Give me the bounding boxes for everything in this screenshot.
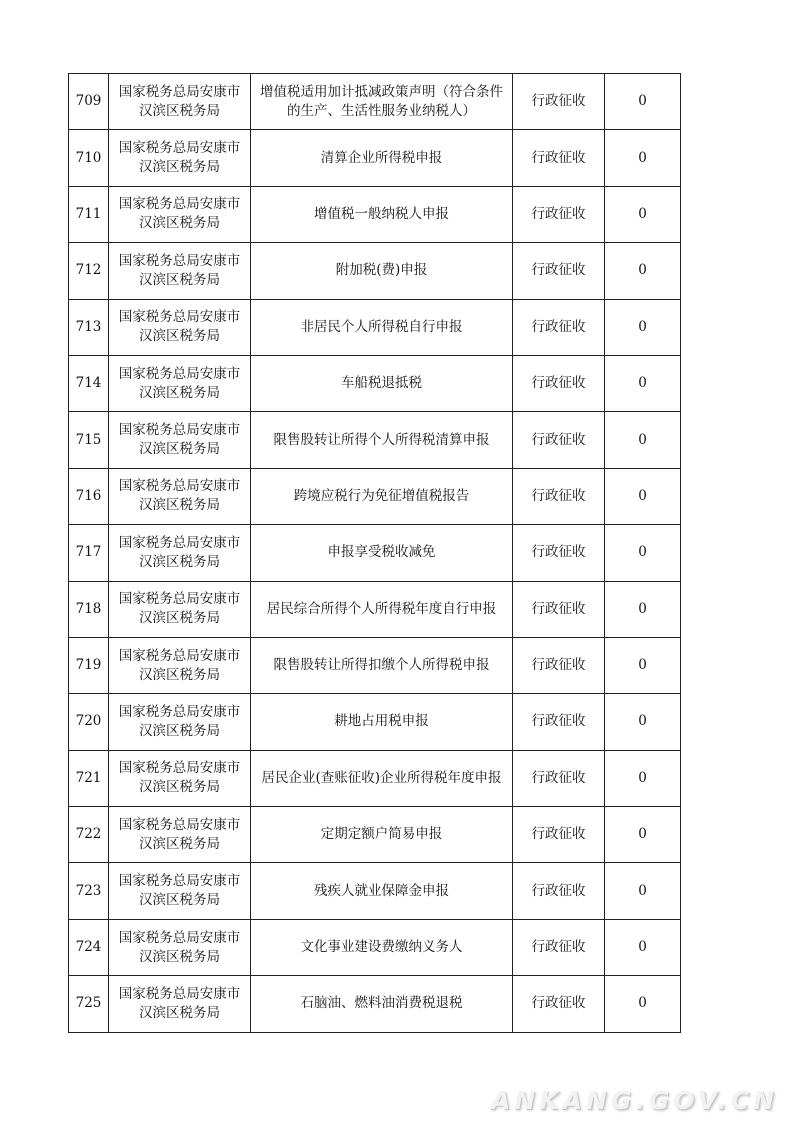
item-name-cell: 申报享受税收减免	[251, 525, 513, 581]
table-row	[69, 581, 681, 637]
row-number-cell: 722	[69, 807, 109, 863]
organization-cell: 国家税务总局安康市汉滨区税务局	[109, 299, 251, 355]
count-cell: 0	[605, 694, 681, 750]
organization-cell: 国家税务总局安康市汉滨区税务局	[109, 468, 251, 524]
table-row	[69, 412, 681, 468]
item-type-cell: 行政征收	[513, 130, 605, 186]
table-row	[69, 863, 681, 919]
item-type-cell: 行政征收	[513, 694, 605, 750]
table-row	[69, 750, 681, 806]
count-cell: 0	[605, 186, 681, 242]
count-cell: 0	[605, 919, 681, 975]
count-cell: 0	[605, 637, 681, 693]
item-name-cell: 限售股转让所得个人所得税清算申报	[251, 412, 513, 468]
item-name-cell: 非居民个人所得税自行申报	[251, 299, 513, 355]
row-number-cell: 709	[69, 74, 109, 130]
item-name-cell: 跨境应税行为免征增值税报告	[251, 468, 513, 524]
count-cell: 0	[605, 412, 681, 468]
item-type-cell: 行政征收	[513, 581, 605, 637]
organization-cell: 国家税务总局安康市汉滨区税务局	[109, 637, 251, 693]
item-name-cell: 增值税一般纳税人申报	[251, 186, 513, 242]
organization-cell: 国家税务总局安康市汉滨区税务局	[109, 525, 251, 581]
organization-cell: 国家税务总局安康市汉滨区税务局	[109, 130, 251, 186]
table-row	[69, 525, 681, 581]
table-row	[69, 299, 681, 355]
count-cell: 0	[605, 863, 681, 919]
table-row	[69, 74, 681, 130]
row-number-cell: 710	[69, 130, 109, 186]
item-type-cell: 行政征收	[513, 412, 605, 468]
item-type-cell: 行政征收	[513, 468, 605, 524]
items-table-body	[69, 74, 681, 1033]
item-type-cell: 行政征收	[513, 637, 605, 693]
organization-cell: 国家税务总局安康市汉滨区税务局	[109, 355, 251, 411]
count-cell: 0	[605, 130, 681, 186]
row-number-cell: 715	[69, 412, 109, 468]
row-number-cell: 711	[69, 186, 109, 242]
row-number-cell: 718	[69, 581, 109, 637]
table-row	[69, 355, 681, 411]
organization-cell: 国家税务总局安康市汉滨区税务局	[109, 863, 251, 919]
count-cell: 0	[605, 299, 681, 355]
organization-cell: 国家税务总局安康市汉滨区税务局	[109, 750, 251, 806]
item-type-cell: 行政征收	[513, 919, 605, 975]
row-number-cell: 719	[69, 637, 109, 693]
row-number-cell: 713	[69, 299, 109, 355]
organization-cell: 国家税务总局安康市汉滨区税务局	[109, 581, 251, 637]
count-cell: 0	[605, 74, 681, 130]
row-number-cell: 720	[69, 694, 109, 750]
row-number-cell: 717	[69, 525, 109, 581]
table-row	[69, 468, 681, 524]
item-name-cell: 居民企业(查账征收)企业所得税年度申报	[251, 750, 513, 806]
item-name-cell: 文化事业建设费缴纳义务人	[251, 919, 513, 975]
row-number-cell: 714	[69, 355, 109, 411]
organization-cell: 国家税务总局安康市汉滨区税务局	[109, 74, 251, 130]
row-number-cell: 724	[69, 919, 109, 975]
count-cell: 0	[605, 750, 681, 806]
item-type-cell: 行政征收	[513, 74, 605, 130]
item-type-cell: 行政征收	[513, 299, 605, 355]
row-number-cell: 716	[69, 468, 109, 524]
item-name-cell: 清算企业所得税申报	[251, 130, 513, 186]
row-number-cell: 712	[69, 243, 109, 299]
organization-cell: 国家税务总局安康市汉滨区税务局	[109, 694, 251, 750]
row-number-cell: 725	[69, 976, 109, 1032]
row-number-cell: 723	[69, 863, 109, 919]
item-type-cell: 行政征收	[513, 355, 605, 411]
organization-cell: 国家税务总局安康市汉滨区税务局	[109, 186, 251, 242]
item-type-cell: 行政征收	[513, 750, 605, 806]
item-name-cell: 限售股转让所得扣缴个人所得税申报	[251, 637, 513, 693]
item-name-cell: 车船税退抵税	[251, 355, 513, 411]
item-name-cell: 残疾人就业保障金申报	[251, 863, 513, 919]
organization-cell: 国家税务总局安康市汉滨区税务局	[109, 412, 251, 468]
item-type-cell: 行政征收	[513, 186, 605, 242]
row-number-cell: 721	[69, 750, 109, 806]
count-cell: 0	[605, 581, 681, 637]
item-name-cell: 石脑油、燃料油消费税退税	[251, 976, 513, 1032]
table-row	[69, 976, 681, 1032]
count-cell: 0	[605, 468, 681, 524]
item-type-cell: 行政征收	[513, 807, 605, 863]
table-row	[69, 807, 681, 863]
count-cell: 0	[605, 355, 681, 411]
items-table	[68, 73, 681, 1033]
item-type-cell: 行政征收	[513, 863, 605, 919]
organization-cell: 国家税务总局安康市汉滨区税务局	[109, 976, 251, 1032]
item-type-cell: 行政征收	[513, 525, 605, 581]
item-type-cell: 行政征收	[513, 243, 605, 299]
item-name-cell: 定期定额户简易申报	[251, 807, 513, 863]
item-type-cell: 行政征收	[513, 976, 605, 1032]
table-row	[69, 694, 681, 750]
table-row	[69, 186, 681, 242]
item-name-cell: 居民综合所得个人所得税年度自行申报	[251, 581, 513, 637]
table-row	[69, 243, 681, 299]
item-name-cell: 增值税适用加计抵减政策声明（符合条件的生产、生活性服务业纳税人）	[251, 74, 513, 130]
table-row	[69, 919, 681, 975]
table-row	[69, 130, 681, 186]
organization-cell: 国家税务总局安康市汉滨区税务局	[109, 807, 251, 863]
count-cell: 0	[605, 976, 681, 1032]
count-cell: 0	[605, 243, 681, 299]
count-cell: 0	[605, 807, 681, 863]
count-cell: 0	[605, 525, 681, 581]
item-name-cell: 耕地占用税申报	[251, 694, 513, 750]
organization-cell: 国家税务总局安康市汉滨区税务局	[109, 919, 251, 975]
organization-cell: 国家税务总局安康市汉滨区税务局	[109, 243, 251, 299]
table-row	[69, 637, 681, 693]
site-watermark: ANKANG.GOV.CN	[490, 1086, 778, 1115]
item-name-cell: 附加税(费)申报	[251, 243, 513, 299]
